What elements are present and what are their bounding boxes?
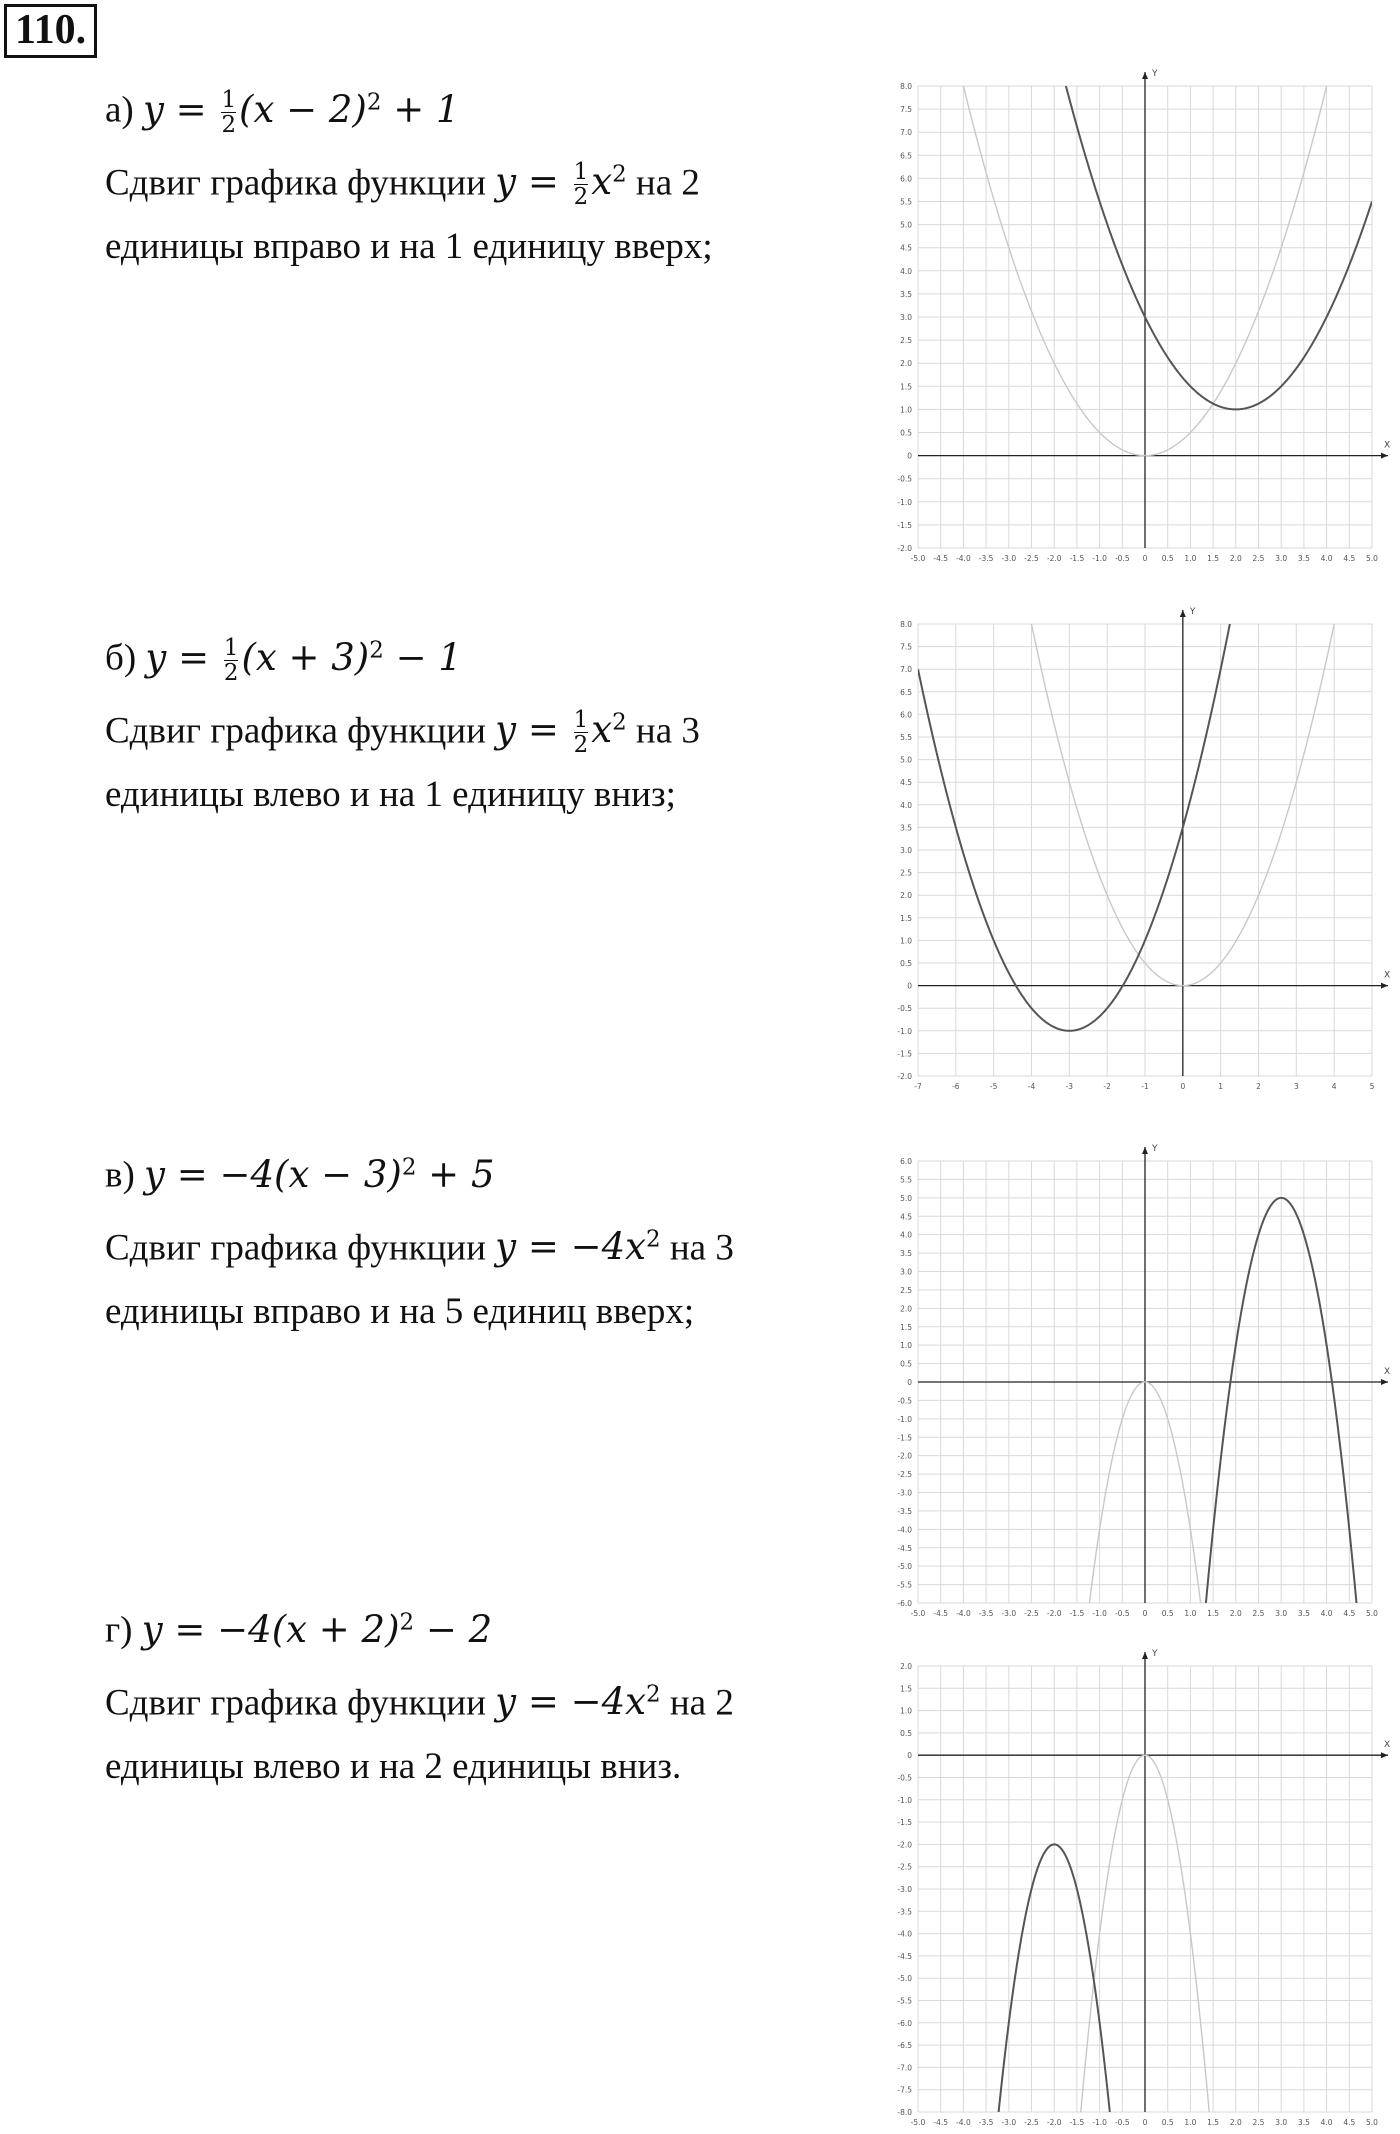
equation-line	[105, 70, 845, 143]
y-tick-label: -2.0	[897, 1451, 912, 1461]
y-tick-label: 6.0	[900, 174, 912, 184]
y-tick-label: 5.0	[900, 755, 912, 765]
description: Сдвиг графика функции $y = -4x^2$ на 2	[105, 1680, 734, 1724]
x-tick-label: -3.0	[1001, 554, 1017, 563]
y-tick-label: -1.5	[897, 1433, 912, 1443]
y-tick-label: -3.5	[897, 1506, 912, 1516]
y-tick-label: 7.5	[900, 105, 912, 115]
y-tick-label: 0.5	[900, 1728, 912, 1738]
y-tick-label: 1.5	[900, 382, 912, 392]
x-axis-label: X	[1384, 440, 1391, 451]
x-tick-label: 2.0	[1229, 1609, 1242, 1618]
x-tick-label: 4.0	[1320, 1609, 1333, 1618]
y-axis-label: Y	[1152, 1144, 1158, 1154]
x-tick-label: 5.0	[1366, 554, 1378, 563]
y-tick-label: 4.0	[900, 266, 912, 276]
x-tick-label: -1.5	[1069, 2118, 1085, 2127]
x-axis-label: X	[1384, 1740, 1391, 1751]
x-tick-label: 0	[1180, 1082, 1186, 1091]
y-tick-label: -4.0	[897, 1929, 912, 1939]
y-tick-label: -2.0	[897, 1840, 912, 1850]
y-tick-label: -1.5	[897, 1049, 912, 1059]
x-tick-label: 1.5	[1207, 2118, 1220, 2127]
x-tick-label: -2.0	[1046, 554, 1062, 563]
x-tick-label: 3.0	[1275, 554, 1288, 563]
y-tick-label: 6.0	[900, 710, 912, 720]
item-a	[105, 70, 845, 279]
y-tick-label: -1.5	[897, 1818, 912, 1828]
x-tick-label: 1.0	[1184, 2118, 1197, 2127]
equation-line	[105, 618, 845, 691]
y-tick-label: -4.0	[897, 1525, 912, 1535]
y-tick-label: -2.0	[897, 544, 912, 553]
y-tick-label: 0	[907, 1751, 912, 1761]
x-tick-label: -1.0	[1092, 554, 1107, 563]
y-tick-label: 4.0	[900, 1230, 912, 1240]
x-axis-label: X	[1384, 1367, 1391, 1377]
y-tick-label: 4.5	[900, 1212, 912, 1222]
x-tick-label: -4	[1027, 1082, 1036, 1091]
y-tick-label: 0	[907, 1378, 912, 1387]
x-axis-arrow	[1381, 1379, 1388, 1385]
y-tick-label: -1.0	[897, 497, 912, 507]
x-tick-label: 0	[1142, 554, 1148, 563]
x-tick-label: 2.0	[1229, 554, 1242, 563]
y-tick-label: 1.5	[900, 1322, 912, 1332]
y-tick-label: 5.0	[900, 1193, 912, 1203]
x-tick-label: 4.0	[1320, 2118, 1333, 2127]
x-tick-label: -7	[914, 1082, 922, 1091]
x-tick-label: 5.0	[1366, 1609, 1378, 1618]
graph-c	[870, 1135, 1400, 1625]
y-tick-label: 2.5	[900, 868, 912, 878]
x-tick-label: 3.0	[1275, 1609, 1288, 1618]
x-tick-label: -0.5	[1114, 554, 1130, 563]
x-tick-label: 4.5	[1343, 554, 1356, 563]
task-number: 110.	[4, 4, 97, 58]
y-tick-label: 0	[907, 981, 912, 991]
x-tick-label: -2.5	[1024, 2118, 1039, 2127]
x-tick-label: 2.5	[1252, 554, 1265, 563]
graph-d	[870, 1640, 1400, 2134]
y-tick-label: 0.5	[900, 959, 912, 968]
x-tick-label: -0.5	[1114, 2118, 1130, 2127]
x-tick-label: 3.5	[1297, 554, 1310, 563]
y-tick-label: -5.0	[897, 1974, 912, 1984]
y-tick-label: 3.5	[900, 1249, 912, 1259]
x-tick-label: -5.0	[910, 1609, 926, 1618]
x-tick-label: 4.0	[1320, 554, 1333, 563]
y-tick-label: 0	[907, 451, 912, 461]
y-tick-label: 1.0	[900, 405, 912, 415]
x-tick-label: -2.5	[1024, 1609, 1039, 1618]
description: Сдвиг графика функции $y = -4x^2$ на 3	[105, 1225, 734, 1269]
x-tick-label: -4.0	[956, 554, 971, 563]
y-tick-label: 4.5	[900, 243, 912, 253]
y-tick-label: -4.5	[897, 1951, 912, 1961]
y-tick-label: -0.5	[897, 1773, 912, 1783]
y-tick-label: 6.5	[900, 687, 912, 697]
y-tick-label: 2.0	[900, 1304, 912, 1314]
y-tick-label: -5.5	[897, 1996, 912, 2006]
x-axis-arrow	[1381, 453, 1388, 459]
y-tick-label: 5.0	[900, 220, 912, 230]
item-letter: а)	[105, 89, 134, 131]
x-axis-arrow	[1381, 1752, 1388, 1758]
y-tick-label: 3.0	[900, 313, 912, 322]
y-tick-label: 6.0	[900, 1157, 912, 1166]
x-tick-label: -3	[1065, 1082, 1074, 1091]
x-tick-label: 3.5	[1297, 1609, 1310, 1618]
x-tick-label: -3.5	[978, 554, 994, 563]
x-tick-label: 0.5	[1161, 1609, 1174, 1618]
x-tick-label: -0.5	[1114, 1609, 1130, 1618]
y-tick-label: 3.0	[900, 846, 912, 855]
x-tick-label: 1.0	[1184, 1609, 1197, 1618]
y-tick-label: -5.0	[897, 1562, 912, 1572]
x-tick-label: 1.0	[1184, 554, 1197, 563]
fraction: $\frac{1}{2}$	[223, 634, 239, 686]
x-tick-label: 0.5	[1161, 2118, 1174, 2127]
x-tick-label: 1.5	[1207, 1609, 1220, 1618]
y-tick-label: 2.0	[900, 891, 912, 901]
y-tick-label: 7.0	[900, 128, 912, 138]
y-tick-label: 8.0	[900, 82, 912, 91]
y-tick-label: -2.0	[897, 1072, 912, 1081]
y-tick-label: -0.5	[897, 1004, 912, 1014]
x-tick-label: -1.0	[1092, 1609, 1107, 1618]
graph-b	[870, 598, 1400, 1098]
x-tick-label: -1	[1141, 1082, 1149, 1091]
x-tick-label: -4.0	[956, 2118, 971, 2127]
y-tick-label: 7.5	[900, 642, 912, 652]
x-tick-label: 4	[1331, 1082, 1337, 1091]
y-tick-label: 0.5	[900, 1359, 912, 1369]
y-axis-arrow	[1180, 610, 1186, 617]
y-tick-label: 4.5	[900, 778, 912, 788]
x-tick-label: -2	[1103, 1082, 1111, 1091]
x-tick-label: -1.5	[1069, 554, 1085, 563]
x-tick-label: 2.5	[1252, 2118, 1265, 2127]
y-tick-label: -7.5	[897, 2085, 912, 2095]
x-tick-label: -4.0	[956, 1609, 971, 1618]
x-tick-label: -3.0	[1001, 2118, 1017, 2127]
x-tick-label: 1	[1218, 1082, 1224, 1091]
y-tick-label: 5.5	[900, 197, 912, 207]
y-tick-label: -6.0	[897, 2018, 912, 2028]
y-tick-label: -7.0	[897, 2063, 912, 2073]
x-tick-label: -1.5	[1069, 1609, 1085, 1618]
y-tick-label: 1.0	[900, 1706, 912, 1716]
y-tick-label: 2.5	[900, 1285, 912, 1295]
item-letter: г)	[105, 1609, 133, 1651]
x-tick-label: 3.5	[1297, 2118, 1310, 2127]
y-tick-label: -1.0	[897, 1795, 912, 1805]
x-tick-label: 2.5	[1252, 1609, 1265, 1618]
grid	[918, 624, 1372, 1076]
y-axis-label: Y	[1152, 1649, 1158, 1659]
x-tick-label: 4.5	[1343, 1609, 1356, 1618]
equation: $y = -4(x - 3)^2 + 5$	[144, 1152, 495, 1196]
y-tick-label: -3.5	[897, 1907, 912, 1917]
y-tick-label: 1.0	[900, 1341, 912, 1351]
y-tick-label: 8.0	[900, 620, 912, 629]
x-tick-label: -6	[952, 1082, 960, 1091]
item-letter: б)	[105, 637, 137, 679]
y-tick-label: -0.5	[897, 1396, 912, 1406]
x-tick-label: -5.0	[910, 2118, 926, 2127]
x-tick-label: 3.0	[1275, 2118, 1288, 2127]
x-tick-label: 5.0	[1366, 2118, 1378, 2127]
y-tick-label: -4.5	[897, 1543, 912, 1553]
y-tick-label: 1.5	[900, 913, 912, 923]
y-tick-label: 2.0	[900, 359, 912, 369]
y-axis-label: Y	[1152, 69, 1158, 79]
x-tick-label: -2.0	[1046, 1609, 1062, 1618]
y-tick-label: -8.0	[897, 2108, 912, 2117]
x-axis-arrow	[1381, 983, 1388, 989]
x-tick-label: 0	[1142, 2118, 1148, 2127]
equation: y = $\frac{1}{2}$ $(x - 2)^2 + 1$	[143, 86, 460, 138]
item-d	[105, 1590, 845, 1799]
x-tick-label: -5	[989, 1082, 998, 1091]
y-tick-label: -0.5	[897, 474, 912, 484]
y-tick-label: 6.5	[900, 151, 912, 161]
y-axis-arrow	[1142, 72, 1148, 79]
y-tick-label: -3.0	[897, 1885, 912, 1894]
y-tick-label: -1.0	[897, 1026, 912, 1036]
y-tick-label: -1.5	[897, 520, 912, 530]
y-tick-label: 7.0	[900, 665, 912, 675]
x-tick-label: -4.5	[933, 1609, 949, 1618]
x-tick-label: -2.0	[1046, 2118, 1062, 2127]
x-tick-label: 0.5	[1161, 554, 1174, 563]
item-letter: в)	[105, 1154, 135, 1196]
x-tick-label: 3	[1293, 1082, 1299, 1091]
y-tick-label: -5.5	[897, 1580, 912, 1590]
y-tick-label: 1.0	[900, 936, 912, 946]
x-tick-label: -5.0	[910, 554, 926, 563]
x-tick-label: 0	[1142, 1609, 1148, 1618]
equation: y = $\frac{1}{2}$ $(x + 3)^2 - 1$	[145, 634, 462, 686]
x-tick-label: -2.5	[1024, 554, 1039, 563]
x-tick-label: 4.5	[1343, 2118, 1356, 2127]
y-tick-label: 4.0	[900, 800, 912, 810]
item-b	[105, 618, 845, 827]
y-tick-label: 2.5	[900, 336, 912, 346]
x-tick-label: -3.5	[978, 1609, 994, 1618]
fraction: $\frac{1}{2}$	[221, 86, 237, 138]
x-tick-label: 1.5	[1207, 554, 1220, 563]
x-tick-label: -4.5	[933, 554, 949, 563]
x-tick-label: -4.5	[933, 2118, 949, 2127]
description: Сдвиг графика функции y = $\frac{1}{2}$ $x^2$ на 2	[105, 159, 700, 211]
x-axis-label: X	[1384, 970, 1391, 981]
y-tick-label: 1.5	[900, 1684, 912, 1694]
y-tick-label: 2.0	[900, 1662, 912, 1671]
y-tick-label: -2.5	[897, 1862, 912, 1872]
y-tick-label: 0.5	[900, 428, 912, 438]
x-tick-label: 2	[1256, 1082, 1261, 1091]
y-tick-label: 3.0	[900, 1267, 912, 1277]
x-tick-label: 5	[1369, 1082, 1375, 1091]
y-tick-label: 5.5	[900, 733, 912, 742]
y-tick-label: -6.5	[897, 2041, 912, 2051]
equation: $y = -4(x + 2)^2 - 2$	[141, 1607, 493, 1651]
description: Сдвиг графика функции y = $\frac{1}{2}$ $x^2$ на 3	[105, 707, 700, 759]
x-tick-label: -1.0	[1092, 2118, 1107, 2127]
equation-line	[105, 1590, 845, 1663]
y-tick-label: -1.0	[897, 1414, 912, 1424]
y-tick-label: 3.5	[900, 823, 912, 833]
description-line-2: единицы влево и на 2 единицы вниз.	[105, 1746, 682, 1788]
y-tick-label: -3.0	[897, 1488, 912, 1498]
item-c	[105, 1135, 845, 1344]
x-tick-label: -3.0	[1001, 1609, 1017, 1618]
y-tick-label: -6.0	[897, 1599, 912, 1608]
y-axis-arrow	[1142, 1147, 1148, 1154]
graph-a	[870, 60, 1400, 570]
x-tick-label: -3.5	[978, 2118, 994, 2127]
description-line-2: единицы вправо и на 5 единиц вверх;	[105, 1291, 695, 1333]
equation-line	[105, 1135, 845, 1208]
y-tick-label: -2.5	[897, 1470, 912, 1480]
y-axis-label: Y	[1189, 607, 1196, 617]
y-tick-label: 3.5	[900, 289, 912, 299]
y-axis-arrow	[1142, 1652, 1148, 1659]
description-line-2: единицы влево и на 1 единицу вниз;	[105, 774, 676, 816]
y-tick-label: 5.5	[900, 1175, 912, 1185]
x-tick-label: 2.0	[1229, 2118, 1242, 2127]
description-line-2: единицы вправо и на 1 единицу вверх;	[105, 226, 713, 268]
